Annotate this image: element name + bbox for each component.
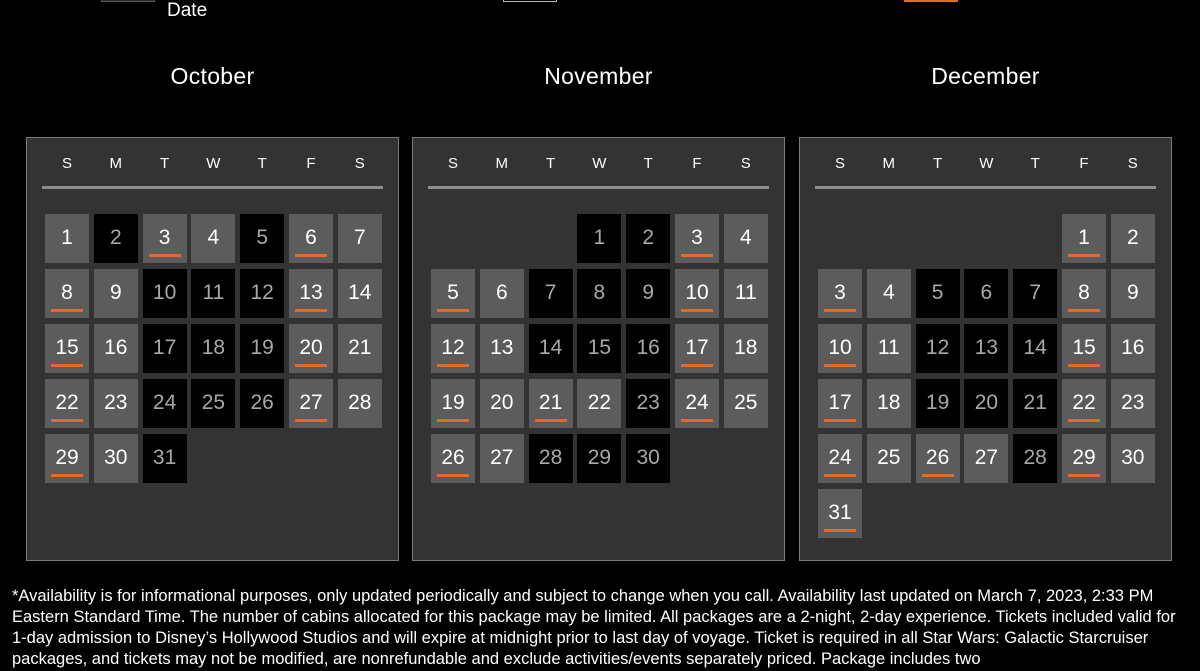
day-number: 16 — [104, 335, 128, 359]
day-number: 21 — [348, 335, 372, 359]
day-number: 9 — [1126, 280, 1139, 304]
weekday-header: W — [206, 155, 221, 172]
calendar-day[interactable] — [289, 379, 333, 428]
calendar-day[interactable] — [94, 379, 138, 428]
day-number: 15 — [1072, 335, 1096, 359]
month-title-december: December — [931, 63, 1040, 89]
day-number: 13 — [299, 280, 323, 304]
day-number: 2 — [642, 225, 655, 249]
calendar-day-unavailable — [529, 434, 573, 483]
calendar-day[interactable] — [45, 379, 89, 428]
weekday-header: M — [495, 155, 509, 172]
calendar-day-unavailable — [143, 434, 187, 483]
calendar-day-unavailable — [626, 434, 670, 483]
day-number: 31 — [152, 445, 177, 469]
calendar-day[interactable] — [529, 379, 573, 428]
calendar-day[interactable] — [338, 324, 382, 373]
day-number: 2 — [1126, 225, 1139, 249]
day-number: 19 — [441, 390, 465, 414]
departure-underline — [681, 309, 713, 312]
calendar-day-unavailable — [626, 214, 670, 263]
calendar-day[interactable] — [818, 269, 862, 318]
day-number: 18 — [734, 335, 758, 359]
calendar-day[interactable] — [1111, 434, 1155, 483]
day-number: 17 — [828, 390, 852, 414]
calendar-day[interactable] — [867, 379, 911, 428]
day-number: 29 — [587, 445, 612, 469]
calendar-day[interactable] — [818, 489, 862, 538]
day-number: 7 — [353, 225, 366, 249]
weekday-header: M — [882, 155, 896, 172]
day-number: 20 — [974, 390, 999, 414]
day-number: 21 — [538, 390, 563, 414]
departure-underline — [51, 474, 83, 477]
day-number: 7 — [544, 280, 557, 304]
calendar-day[interactable] — [867, 324, 911, 373]
departure-underline — [437, 364, 469, 367]
day-number: 10 — [152, 280, 177, 304]
calendar-day-unavailable — [529, 269, 573, 318]
legend-available-swatch — [503, 0, 557, 2]
day-number: 14 — [1023, 335, 1047, 359]
calendar-day-unavailable — [577, 214, 621, 263]
day-number: 27 — [974, 445, 999, 469]
calendar-day-unavailable — [240, 269, 284, 318]
day-number: 23 — [1121, 390, 1145, 414]
calendar-day[interactable] — [191, 214, 235, 263]
day-number: 27 — [490, 445, 514, 469]
month-title-october: October — [170, 63, 255, 89]
day-number: 6 — [495, 280, 508, 304]
day-number: 29 — [55, 445, 79, 469]
calendar-day-unavailable — [577, 324, 621, 373]
departure-underline — [824, 309, 856, 312]
day-number: 26 — [250, 390, 274, 414]
calendar-day[interactable] — [338, 214, 382, 263]
calendar-day[interactable] — [45, 214, 89, 263]
day-number: 5 — [447, 280, 459, 304]
departure-underline — [51, 364, 83, 367]
weekday-divider — [815, 186, 1156, 189]
day-number: 12 — [250, 280, 274, 304]
weekday-header: S — [447, 155, 458, 172]
calendar-day[interactable] — [675, 214, 719, 263]
departure-underline — [824, 364, 856, 367]
calendar-day-unavailable — [240, 324, 284, 373]
day-number: 8 — [1078, 280, 1090, 304]
calendar-day[interactable] — [1062, 379, 1106, 428]
day-number: 19 — [925, 390, 950, 414]
calendar-day-unavailable — [143, 324, 187, 373]
weekday-header: T — [257, 155, 267, 172]
departure-underline — [1068, 474, 1100, 477]
calendar-day[interactable] — [724, 379, 768, 428]
calendar-day-unavailable — [191, 324, 235, 373]
calendar-day-unavailable — [916, 379, 960, 428]
day-number: 12 — [441, 335, 465, 359]
day-number: 10 — [828, 335, 852, 359]
calendar-day[interactable] — [1111, 324, 1155, 373]
calendar-day[interactable] — [818, 324, 862, 373]
departure-underline — [149, 254, 181, 257]
weekday-header: S — [61, 155, 72, 172]
day-number: 16 — [1121, 335, 1145, 359]
departure-underline — [824, 529, 856, 532]
calendar-day[interactable] — [1111, 379, 1155, 428]
departure-underline — [437, 419, 469, 422]
day-number: 17 — [152, 335, 177, 359]
day-number: 30 — [1121, 445, 1145, 469]
calendar-day[interactable] — [675, 324, 719, 373]
weekday-divider — [42, 186, 383, 189]
day-number: 20 — [490, 390, 514, 414]
departure-underline — [295, 419, 327, 422]
day-number: 3 — [158, 225, 171, 249]
calendar-day-unavailable — [1013, 379, 1057, 428]
day-number: 1 — [61, 225, 73, 249]
weekday-header: F — [306, 155, 316, 172]
day-number: 28 — [1023, 445, 1047, 469]
departure-underline — [295, 309, 327, 312]
departure-underline — [681, 419, 713, 422]
departure-underline — [1068, 254, 1100, 257]
day-number: 22 — [55, 390, 79, 414]
day-number: 15 — [55, 335, 79, 359]
calendar-day[interactable] — [431, 379, 475, 428]
calendar-day[interactable] — [724, 324, 768, 373]
legend-date-label: Date — [167, 0, 208, 21]
day-number: 3 — [834, 280, 846, 304]
calendar-day[interactable] — [94, 324, 138, 373]
calendar-day-unavailable — [626, 324, 670, 373]
day-number: 4 — [739, 225, 752, 249]
calendar-day[interactable] — [1062, 324, 1106, 373]
day-number: 8 — [61, 280, 73, 304]
day-number: 23 — [636, 390, 660, 414]
calendar-day[interactable] — [1062, 434, 1106, 483]
availability-footnote: *Availability is for informational purposes, only updated periodically and subject to change when you call. Availability last updated on March 7, 2023, 2:33 PM Eastern Standard Time. The number of cabins allocated for this package may be limited. All packages are a 2-night, 2-day experience. Tickets included valid for 1-day admission to Disney’s Hollywood Studios and will expire at midnight prior to last day of voyage. Ticket is required in all Star Wars: Galactic Starcruiser packages, and tickets may not be modified, are nonrefundable and exclude activities/events separately priced. Package includes two — [12, 587, 1176, 668]
day-number: 24 — [685, 390, 709, 414]
departure-underline — [437, 474, 469, 477]
calendar-day[interactable] — [1062, 269, 1106, 318]
day-number: 3 — [691, 225, 703, 249]
calendar-day[interactable] — [916, 434, 960, 483]
calendar-day[interactable] — [675, 269, 719, 318]
calendar-day-unavailable — [143, 269, 187, 318]
departure-underline — [437, 309, 469, 312]
weekday-header: S — [740, 155, 751, 172]
calendar-day[interactable] — [1111, 269, 1155, 318]
day-number: 6 — [305, 225, 317, 249]
weekday-header: T — [1030, 155, 1040, 172]
departure-underline — [824, 474, 856, 477]
calendar-day[interactable] — [431, 324, 475, 373]
weekday-header: M — [109, 155, 123, 172]
day-number: 25 — [877, 445, 901, 469]
day-number: 5 — [256, 225, 269, 249]
departure-underline — [295, 364, 327, 367]
weekday-header: T — [160, 155, 170, 172]
calendar-day[interactable] — [577, 379, 621, 428]
weekday-header: S — [354, 155, 365, 172]
calendar-day-unavailable — [964, 324, 1008, 373]
day-number: 25 — [734, 390, 758, 414]
day-number: 21 — [1023, 390, 1047, 414]
departure-underline — [295, 254, 327, 257]
day-number: 26 — [925, 445, 950, 469]
day-number: 30 — [636, 445, 660, 469]
calendar-day[interactable] — [964, 434, 1008, 483]
departure-underline — [681, 364, 713, 367]
day-number: 11 — [734, 280, 757, 304]
calendar-day-unavailable — [577, 269, 621, 318]
day-number: 11 — [202, 280, 225, 304]
departure-underline — [51, 309, 83, 312]
calendar-day[interactable] — [1111, 214, 1155, 263]
calendar-day[interactable] — [480, 269, 524, 318]
departure-underline — [1068, 364, 1100, 367]
day-number: 29 — [1072, 445, 1096, 469]
calendar-day[interactable] — [818, 379, 862, 428]
weekday-header: W — [592, 155, 607, 172]
calendar-day[interactable] — [94, 269, 138, 318]
day-number: 23 — [104, 390, 128, 414]
calendar-day-unavailable — [577, 434, 621, 483]
day-number: 7 — [1029, 280, 1042, 304]
calendar-day[interactable] — [289, 214, 333, 263]
departure-underline — [681, 254, 713, 257]
departure-underline — [51, 419, 83, 422]
day-number: 19 — [250, 335, 274, 359]
calendar-day-unavailable — [1013, 434, 1057, 483]
calendar-day[interactable] — [45, 269, 89, 318]
calendar-day[interactable] — [1062, 214, 1106, 263]
day-number: 18 — [201, 335, 226, 359]
calendar-day[interactable] — [338, 269, 382, 318]
day-number: 12 — [925, 335, 950, 359]
departure-underline — [1068, 309, 1100, 312]
month-title-november: November — [544, 63, 653, 89]
day-number: 18 — [877, 390, 901, 414]
day-number: 30 — [104, 445, 128, 469]
calendar-day[interactable] — [289, 269, 333, 318]
calendar-day-unavailable — [191, 269, 235, 318]
day-number: 11 — [877, 335, 900, 359]
calendar-day[interactable] — [143, 214, 187, 263]
departure-underline — [1068, 419, 1100, 422]
day-number: 2 — [109, 225, 122, 249]
day-number: 20 — [299, 335, 323, 359]
day-number: 14 — [348, 280, 372, 304]
day-number: 6 — [980, 280, 993, 304]
day-number: 8 — [593, 280, 606, 304]
calendar-day-unavailable — [191, 379, 235, 428]
calendar-day[interactable] — [480, 434, 524, 483]
calendar-day[interactable] — [480, 379, 524, 428]
day-number: 9 — [642, 280, 655, 304]
calendar-day-unavailable — [1013, 324, 1057, 373]
day-number: 31 — [828, 500, 852, 524]
day-number: 9 — [109, 280, 122, 304]
weekday-header: S — [1127, 155, 1138, 172]
calendar-day[interactable] — [338, 379, 382, 428]
weekday-divider — [428, 186, 769, 189]
calendar-day-unavailable — [94, 214, 138, 263]
weekday-header: W — [979, 155, 994, 172]
calendar-day-unavailable — [143, 379, 187, 428]
calendar-day-unavailable — [240, 379, 284, 428]
legend-departure-swatch — [904, 0, 958, 2]
calendar-day[interactable] — [94, 434, 138, 483]
departure-underline — [535, 419, 567, 422]
day-number: 27 — [299, 390, 323, 414]
calendar-day[interactable] — [867, 269, 911, 318]
day-number: 24 — [152, 390, 177, 414]
day-number: 1 — [593, 225, 606, 249]
day-number: 14 — [538, 335, 563, 359]
calendar-day[interactable] — [431, 269, 475, 318]
calendar-day-unavailable — [964, 379, 1008, 428]
weekday-header: F — [1079, 155, 1089, 172]
weekday-header: T — [933, 155, 943, 172]
day-number: 28 — [538, 445, 563, 469]
calendar-day[interactable] — [675, 379, 719, 428]
weekday-header: T — [643, 155, 653, 172]
day-number: 1 — [1078, 225, 1090, 249]
departure-underline — [922, 474, 954, 477]
day-number: 13 — [974, 335, 999, 359]
day-number: 16 — [636, 335, 660, 359]
day-number: 22 — [587, 390, 612, 414]
calendar-day-unavailable — [1013, 269, 1057, 318]
weekday-header: S — [834, 155, 845, 172]
calendar-day-unavailable — [240, 214, 284, 263]
day-number: 10 — [685, 280, 709, 304]
calendar-day[interactable] — [724, 269, 768, 318]
day-number: 26 — [441, 445, 465, 469]
calendar-day[interactable] — [431, 434, 475, 483]
weekday-header: F — [692, 155, 702, 172]
calendar-day[interactable] — [818, 434, 862, 483]
weekday-header: T — [546, 155, 556, 172]
day-number: 24 — [828, 445, 852, 469]
calendar-day[interactable] — [724, 214, 768, 263]
day-number: 25 — [201, 390, 226, 414]
day-number: 4 — [882, 280, 895, 304]
departure-underline — [824, 419, 856, 422]
day-number: 22 — [1072, 390, 1096, 414]
calendar-day[interactable] — [289, 324, 333, 373]
legend-unavailable-swatch — [101, 0, 155, 2]
calendar-day-unavailable — [916, 269, 960, 318]
calendar-day[interactable] — [480, 324, 524, 373]
day-number: 4 — [207, 225, 220, 249]
calendar-day[interactable] — [45, 434, 89, 483]
day-number: 28 — [348, 390, 372, 414]
calendar-day-unavailable — [964, 269, 1008, 318]
day-number: 15 — [587, 335, 612, 359]
calendar-day-unavailable — [626, 269, 670, 318]
calendar-day-unavailable — [626, 379, 670, 428]
calendar-day-unavailable — [529, 324, 573, 373]
day-number: 13 — [490, 335, 514, 359]
calendar-day-unavailable — [916, 324, 960, 373]
day-number: 5 — [931, 280, 944, 304]
day-number: 17 — [685, 335, 709, 359]
calendar-day[interactable] — [867, 434, 911, 483]
calendar-day[interactable] — [45, 324, 89, 373]
